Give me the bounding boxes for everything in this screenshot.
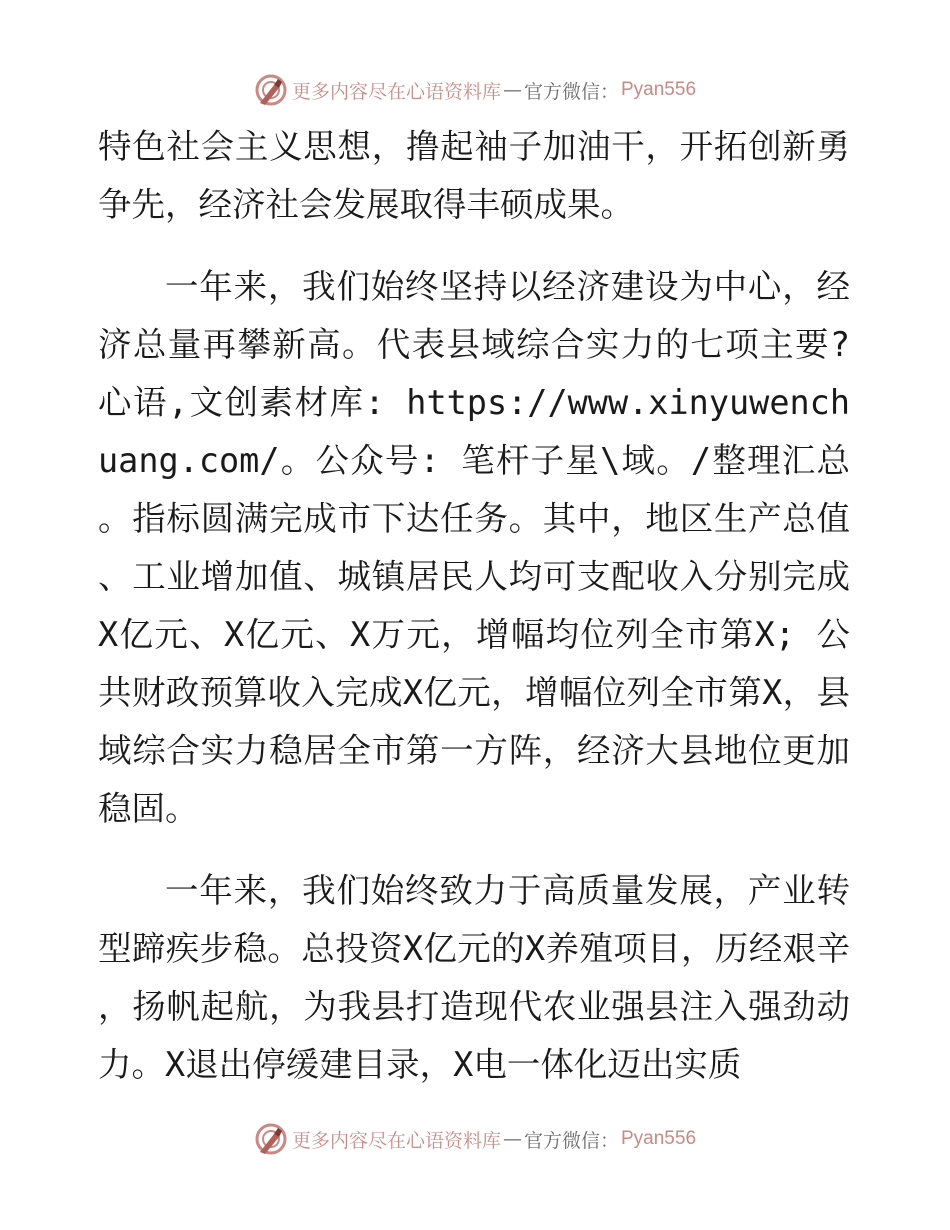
banner-text: 更多内容尽在心语资料库: [291, 1129, 501, 1152]
pen-circle-logo-icon: [254, 73, 288, 107]
wechat-id: Pyan556: [621, 1128, 697, 1149]
header-banner: [0, 70, 950, 110]
banner-separator: —: [502, 1128, 522, 1150]
banner-text: 更多内容尽在心语资料库: [291, 80, 501, 103]
pen-circle-logo-icon: [254, 1122, 288, 1156]
paragraph: 特色社会主义思想，撸起袖子加油干，开拓创新勇争先，经济社会发展取得丰硕成果。: [98, 127, 850, 224]
banner-separator: —: [502, 79, 522, 101]
wechat-label: 官方微信：: [523, 1129, 619, 1152]
wechat-label: 官方微信：: [523, 80, 619, 103]
paragraph: 一年来，我们始终致力于高质量发展，产业转型蹄疾步稳。总投资X亿元的X养殖项目，历经艰辛，扬帆起航，为我县打造现代农业强县注入强劲动力。X退出停缓建目录，X电一体化迈出实质: [98, 871, 850, 1084]
document-body: [98, 118, 850, 1094]
footer-banner: [0, 1119, 950, 1159]
wechat-id: Pyan556: [621, 79, 697, 100]
paragraph: 一年来，我们始终坚持以经济建设为中心，经济总量再攀新高。代表县域综合实力的七项主要?心语,文创素材库: https://www.xinyuwenchuang.com/。公众号: 笔杆子星\域。/整理汇总。指标圆满完成市下达任务。其中，地区生产总值、工业增加值、城镇居民人均可支配收入分别完成X亿元、X亿元、X万元，增幅均位列全市第X; 公共财政预算收入完成X亿元，增幅位列全市第X，县域综合实力稳居全市第一方阵，经济大县地位更加稳固。: [98, 267, 850, 828]
